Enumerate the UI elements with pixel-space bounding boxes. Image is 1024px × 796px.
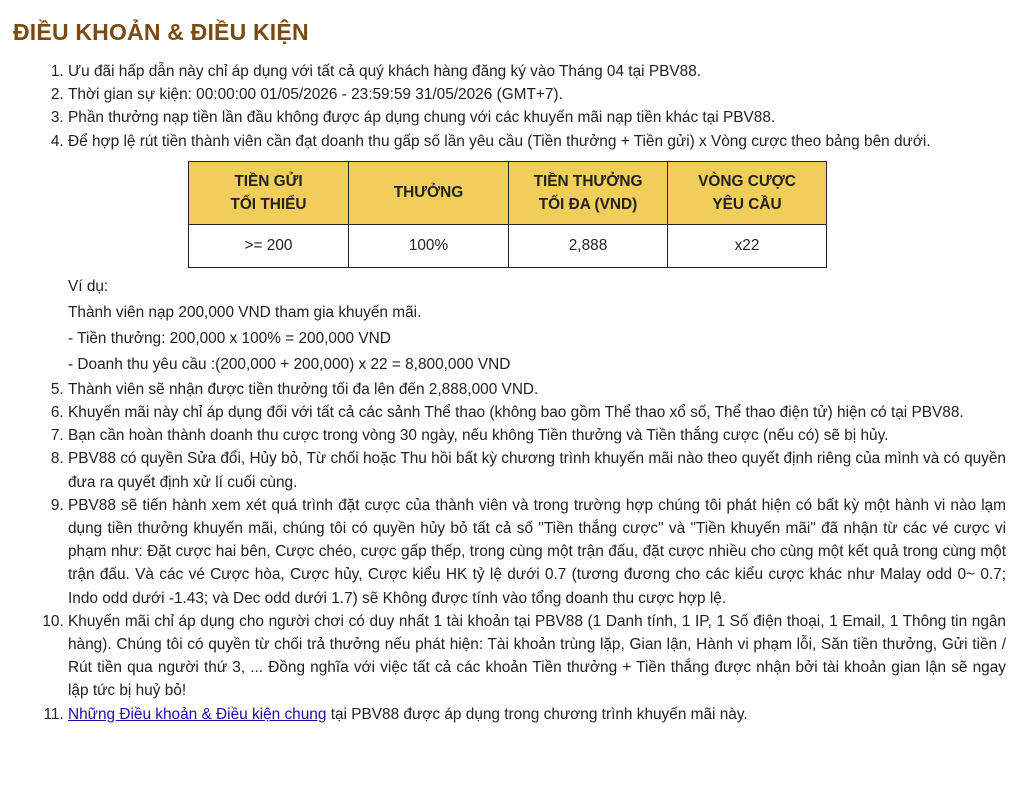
term-item-6: 6. Khuyến mãi này chỉ áp dụng đối với tất cả các sảnh Thể thao (không bao gồm Thể thao xổ số, Thể thao điện tử) hiện có tại PBV88. xyxy=(68,401,1006,424)
term-item-11-text: tại PBV88 được áp dụng trong chương trình khuyến mãi này. xyxy=(326,705,748,723)
term-item-4 xyxy=(68,130,1006,378)
general-terms-link[interactable]: Những Điều khoản & Điều kiện chung xyxy=(68,705,327,723)
example-block xyxy=(68,274,1006,378)
header-bonus-text: THƯỞNG xyxy=(393,184,464,202)
cell-rollover: x22 xyxy=(668,224,827,267)
page-title: ĐIỀU KHOẢN & ĐIỀU KIỆN xyxy=(13,19,309,45)
example-line-3: - Doanh thu yêu cầu :(200,000 + 200,000) x 22 = 8,800,000 VND xyxy=(68,355,511,373)
cell-bonus: 100% xyxy=(349,224,509,267)
term-item-10: 10. Khuyến mãi chỉ áp dụng cho người chơi có duy nhất 1 tài khoản tại PBV88 (1 Danh tính, 1 IP, 1 Số điện thoại, 1 Email, 1 Thông tin ngân hàng). Chúng tôi có quyền từ chối trả thưởng nếu phát hiện: Tài khoản trùng lặp, Gian lận, Hành vi phạm lỗi, Săn tiền thưởng, Gửi tiền / Rút tiền qua người thứ 3, ... Đồng nghĩa với việc tất cả các khoản Tiền thưởng + Tiền thắng được nhận bởi tài khoản gian lận sẽ ngay lập tức bị huỷ bỏ! xyxy=(68,610,1006,703)
term-item-2: 2. Thời gian sự kiện: 00:00:00 01/05/2026 - 23:59:59 31/05/2026 (GMT+7). xyxy=(68,83,1006,106)
term-item-7: 7. Bạn cần hoàn thành doanh thu cược trong vòng 30 ngày, nếu không Tiền thưởng và Tiền thắng cược (nếu có) sẽ bị hủy. xyxy=(68,424,1006,447)
term-item-8: 8. PBV88 có quyền Sửa đổi, Hủy bỏ, Từ chối hoặc Thu hồi bất kỳ chương trình khuyến mãi nào theo quyết định riêng của mình và có quyền đưa ra quyết định xử lí cuối cùng. xyxy=(68,447,1006,493)
cell-max-bonus: 2,888 xyxy=(509,224,668,267)
bonus-table xyxy=(188,161,827,268)
header-max-bonus xyxy=(509,161,668,224)
header-rollover xyxy=(668,161,827,224)
term-item-9: 9. PBV88 sẽ tiến hành xem xét quá trình đặt cược của thành viên và trong trường hợp chúng tôi phát hiện có bất kỳ một hành vi nào lạm dụng tiền thưởng khuyến mãi, chúng tôi có quyền hủy bỏ tất cả số "Tiền thắng cược" và "Tiền khuyến mãi" đã nhận từ các vé cược vi phạm như: Đặt cược hai bên, Cược chéo, cược gấp thếp, trong cùng một trận đấu, đặt cược nhiều cho cùng một kết quả trong cùng một trận đấu. Và các vé Cược hòa, Cược hủy, Cược kiểu HK tỷ lệ dưới 0.7 (tương đương cho các kiểu cược khác như Malay odd 0~ 0.7; Indo odd dưới -1.43; và Dec odd dưới 1.7) sẽ Không được tính vào tổng doanh thu cược hợp lệ. xyxy=(68,494,1006,610)
table-row xyxy=(189,224,827,267)
example-line-1: Thành viên nạp 200,000 VND tham gia khuyến mãi. xyxy=(68,303,422,321)
term-item-5: 5. Thành viên sẽ nhận được tiền thưởng tối đa lên đến 2,888,000 VND. xyxy=(68,378,1006,401)
header-max-bonus-text: TIỀN THƯỞNG TỐI ĐA (VND) xyxy=(533,172,643,213)
header-min-deposit-text: TIỀN GỬI TỐI THIỂU xyxy=(230,172,307,213)
term-item-11 xyxy=(68,703,1006,726)
header-bonus xyxy=(349,161,509,224)
header-min-deposit xyxy=(189,161,349,224)
cell-min-deposit: >= 200 xyxy=(189,224,349,267)
example-line-2: - Tiền thưởng: 200,000 x 100% = 200,000 VND xyxy=(68,329,391,347)
term-item-1: 1. Ưu đãi hấp dẫn này chỉ áp dụng với tất cả quý khách hàng đăng ký vào Tháng 04 tại PBV88. xyxy=(68,60,1006,83)
terms-list xyxy=(13,60,1006,726)
term-item-4-text: Để hợp lệ rút tiền thành viên cần đạt doanh thu gấp số lần yêu cầu (Tiền thưởng + Tiền gửi) x Vòng cược theo bảng bên dưới. xyxy=(68,132,931,150)
header-rollover-text: VÒNG CƯỢC YÊU CẦU xyxy=(698,172,796,213)
bonus-table-header-row xyxy=(189,161,827,224)
example-label: Ví dụ: xyxy=(68,277,109,295)
term-item-3: 3. Phần thưởng nạp tiền lần đầu không được áp dụng chung với các khuyến mãi nạp tiền khác tại PBV88. xyxy=(68,106,1006,129)
